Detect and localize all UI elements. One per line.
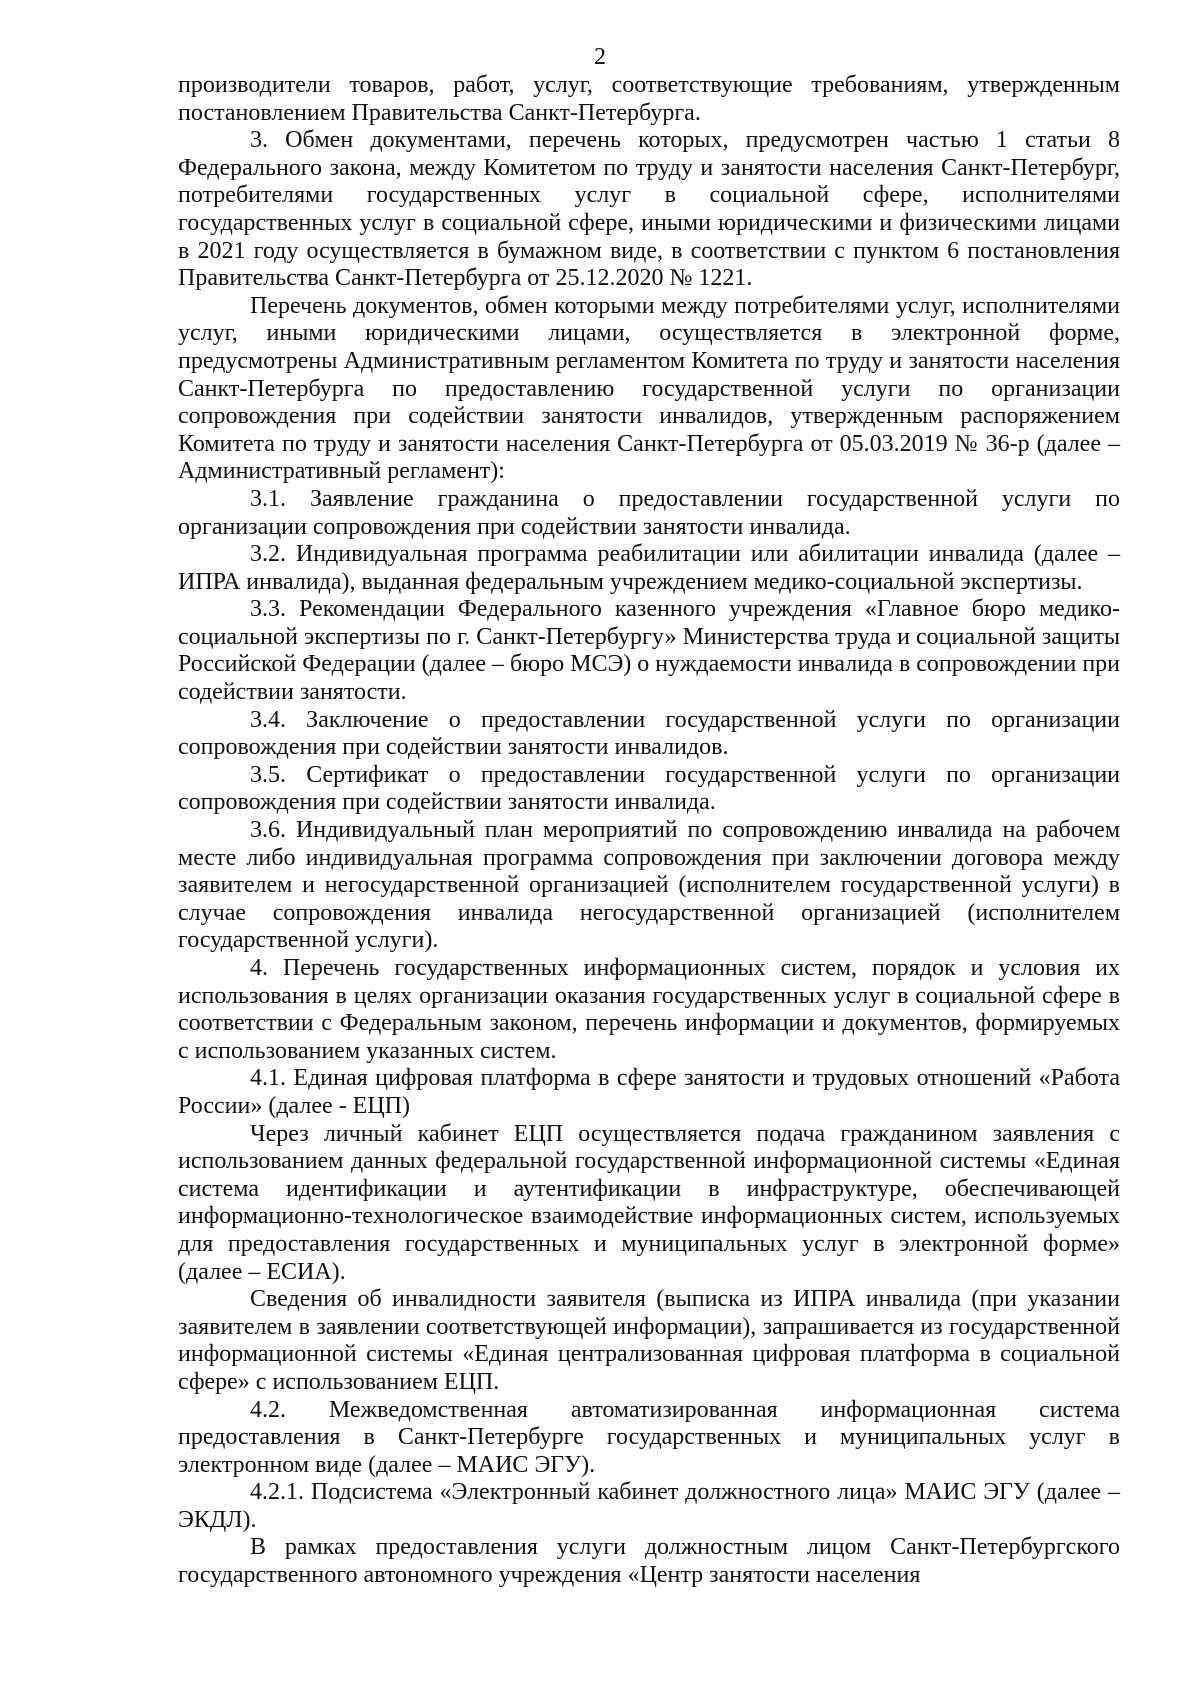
paragraph-item-3-5: 3.5. Сертификат о предоставлении государственной услуги по организации сопровождения при содействии занятости инвалида.	[178, 761, 1120, 816]
paragraph-item-4: 4. Перечень государственных информационных систем, порядок и условия их использования в целях организации оказания государственных услуг в социальной сфере в соответствии с Федеральным законом, перечень информации и документов, формируемых с использованием указанных систем.	[178, 955, 1120, 1064]
paragraph-item-3: 3. Обмен документами, перечень которых, предусмотрен частью 1 статьи 8 Федерального закона, между Комитетом по труду и занятости населения Санкт-Петербург, потребителями государственных услуг в социальной сфере, исполнителями государственных услуг в социальной сфере, иными юридическими и физическими лицами в 2021 году осуществляется в бумажном виде, в соответствии с пунктом 6 постановления Правительства Санкт-Петербурга от 25.12.2020 № 1221.	[178, 127, 1120, 292]
paragraph-continuation: производители товаров, работ, услуг, соответствующие требованиям, утвержденным постановлением Правительства Санкт-Петербурга.	[178, 72, 1120, 126]
page-number: 2	[594, 44, 606, 70]
paragraph-ecp-account: Через личный кабинет ЕЦП осуществляется подача гражданином заявления с использованием данных федеральной государственной информационной системы «Единая система идентификации и аутентификации в инфраструктуре, обеспечивающей информационно-технологическое взаимодействие информационных систем, используемых для предоставления государственных и муниципальных услуг в электронной форме» (далее – ЕСИА).	[178, 1120, 1120, 1285]
paragraph-disability-info: Сведения об инвалидности заявителя (выписка из ИПРА инвалида (при указании заявителем в заявлении соответствующей информации), запрашивается из государственной информационной системы «Единая централизованная цифровая платформа в социальной сфере» с использованием ЕЦП.	[178, 1286, 1120, 1395]
paragraph-official-service: В рамках предоставления услуги должностным лицом Санкт-Петербургского государственного автономного учреждения «Центр занятости населения	[178, 1534, 1120, 1589]
paragraph-item-4-2-1: 4.2.1. Подсистема «Электронный кабинет должностного лица» МАИС ЭГУ (далее – ЭКДЛ).	[178, 1479, 1120, 1533]
paragraph-item-3-2: 3.2. Индивидуальная программа реабилитации или абилитации инвалида (далее – ИПРА инвалида), выданная федеральным учреждением медико-социальной экспертизы.	[178, 541, 1120, 595]
paragraph-item-3-1: 3.1. Заявление гражданина о предоставлении государственной услуги по организации сопровождения при содействии занятости инвалида.	[178, 485, 1120, 540]
paragraph-document-list: Перечень документов, обмен которыми между потребителями услуг, исполнителями услуг, иными юридическими лицами, осуществляется в электронной форме, предусмотрены Административным регламентом Комитета по труду и занятости населения Санкт-Петербурга по предоставлению государственной услуги по организации сопровождения при содействии занятости инвалидов, утвержденным распоряжением Комитета по труду и занятости населения Санкт-Петербурга от 05.03.2019 № 36-р (далее – Административный регламент):	[178, 292, 1120, 485]
paragraph-item-4-2: 4.2. Межведомственная автоматизированная информационная система предоставления в Санкт-Петербурге государственных и муниципальных услуг в электронном виде (далее – МАИС ЭГУ).	[178, 1396, 1120, 1478]
paragraph-item-3-3: 3.3. Рекомендации Федерального казенного учреждения «Главное бюро медико-социальной экспертизы по г. Санкт-Петербургу» Министерства труда и социальной защиты Российской Федерации (далее – бюро МСЭ) о нуждаемости инвалида в сопровождении при содействии занятости.	[178, 596, 1120, 706]
paragraph-item-4-1: 4.1. Единая цифровая платформа в сфере занятости и трудовых отношений «Работа России» (далее - ЕЦП)	[178, 1065, 1120, 1119]
document-body	[178, 72, 1120, 1590]
paragraph-item-3-6: 3.6. Индивидуальный план мероприятий по сопровождению инвалида на рабочем месте либо индивидуальная программа сопровождения при заключении договора между заявителем и негосударственной организацией (исполнителем государственной услуги) в случае сопровождения инвалида негосударственной организацией (исполнителем государственной услуги).	[178, 817, 1120, 954]
paragraph-item-3-4: 3.4. Заключение о предоставлении государственной услуги по организации сопровождения при содействии занятости инвалидов.	[178, 706, 1120, 761]
